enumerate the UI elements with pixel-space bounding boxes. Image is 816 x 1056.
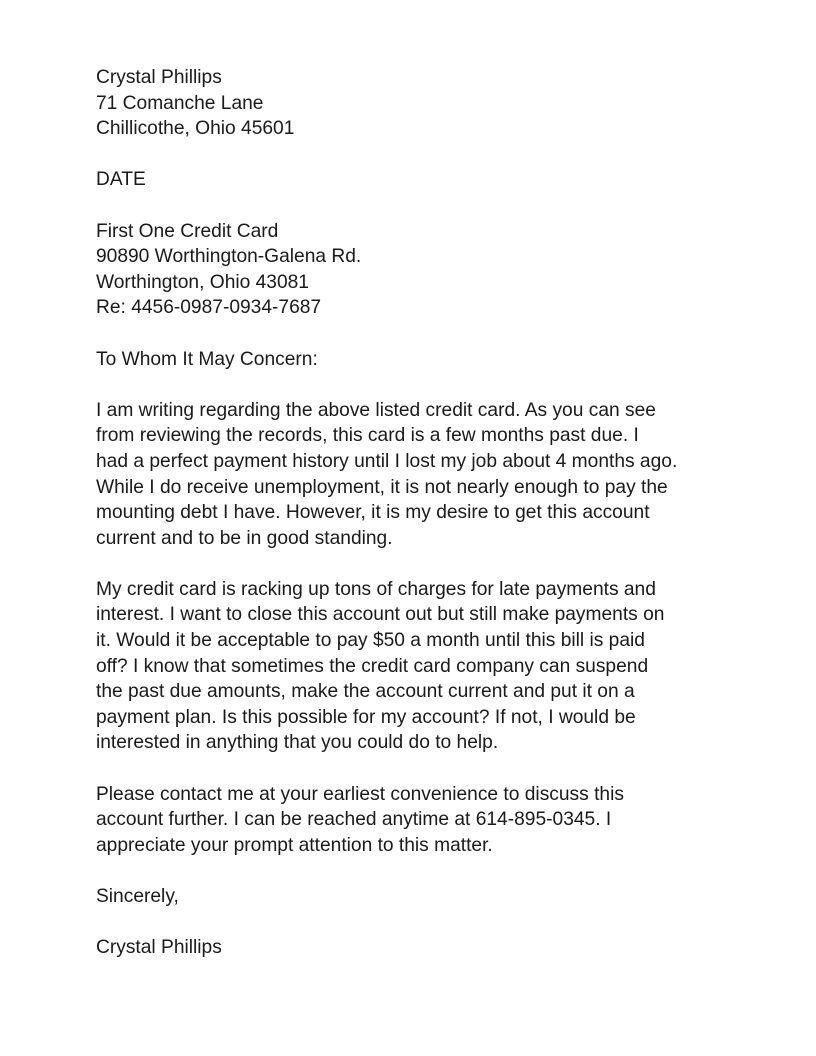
paragraph-line: interest. I want to close this account out but still make payments on (96, 604, 665, 626)
recipient-address-block (96, 219, 756, 321)
paragraph-line: it. Would it be acceptable to pay $50 a month until this bill is paid (96, 630, 645, 652)
paragraph-line: account further. I can be reached anytime at 614-895-0345. I (96, 809, 612, 831)
paragraph-line: payment plan. Is this possible for my account? If not, I would be (96, 706, 636, 728)
closing: Sincerely, (96, 886, 179, 907)
paragraph-line: My credit card is racking up tons of charges for late payments and (96, 578, 656, 600)
signature-name: Crystal Phillips (96, 937, 222, 959)
signature-block (96, 935, 756, 961)
recipient-street: 90890 Worthington-Galena Rd. (96, 246, 362, 268)
recipient-city-state-zip: Worthington, Ohio 43081 (96, 271, 309, 293)
body-paragraph-2 (96, 577, 756, 756)
sender-street: 71 Comanche Lane (96, 92, 264, 114)
body-paragraph-1 (96, 398, 756, 552)
body-paragraph-3 (96, 782, 756, 859)
paragraph-line: mounting debt I have. However, it is my desire to get this account (96, 502, 650, 524)
paragraph-line: from reviewing the records, this card is a few months past due. I (96, 425, 639, 447)
paragraph-line: While I do receive unemployment, it is not nearly enough to pay the (96, 476, 668, 498)
recipient-company: First One Credit Card (96, 220, 279, 242)
closing-block (96, 884, 756, 910)
letter-date: DATE (96, 169, 146, 191)
salutation: To Whom It May Concern: (96, 348, 318, 370)
paragraph-line: interested in anything that you could do to help. (96, 732, 499, 754)
sender-name: Crystal Phillips (96, 67, 222, 88)
paragraph-line: the past due amounts, make the account current and put it on a (96, 681, 635, 703)
letter-body (96, 65, 756, 961)
paragraph-line: current and to be in good standing. (96, 527, 393, 549)
paragraph-line: off? I know that sometimes the credit card company can suspend (96, 655, 649, 677)
paragraph-line: appreciate your prompt attention to this matter. (96, 834, 493, 856)
account-reference: Re: 4456-0987-0934-7687 (96, 297, 322, 319)
paragraph-line: I am writing regarding the above listed credit card. As you can see (96, 399, 656, 421)
paragraph-line: Please contact me at your earliest convenience to discuss this (96, 783, 624, 805)
salutation-block (96, 347, 756, 373)
date-block (96, 167, 756, 193)
sender-city-state-zip: Chillicothe, Ohio 45601 (96, 118, 295, 140)
sender-address-block (96, 65, 756, 142)
paragraph-line: had a perfect payment history until I lost my job about 4 months ago. (96, 450, 678, 472)
